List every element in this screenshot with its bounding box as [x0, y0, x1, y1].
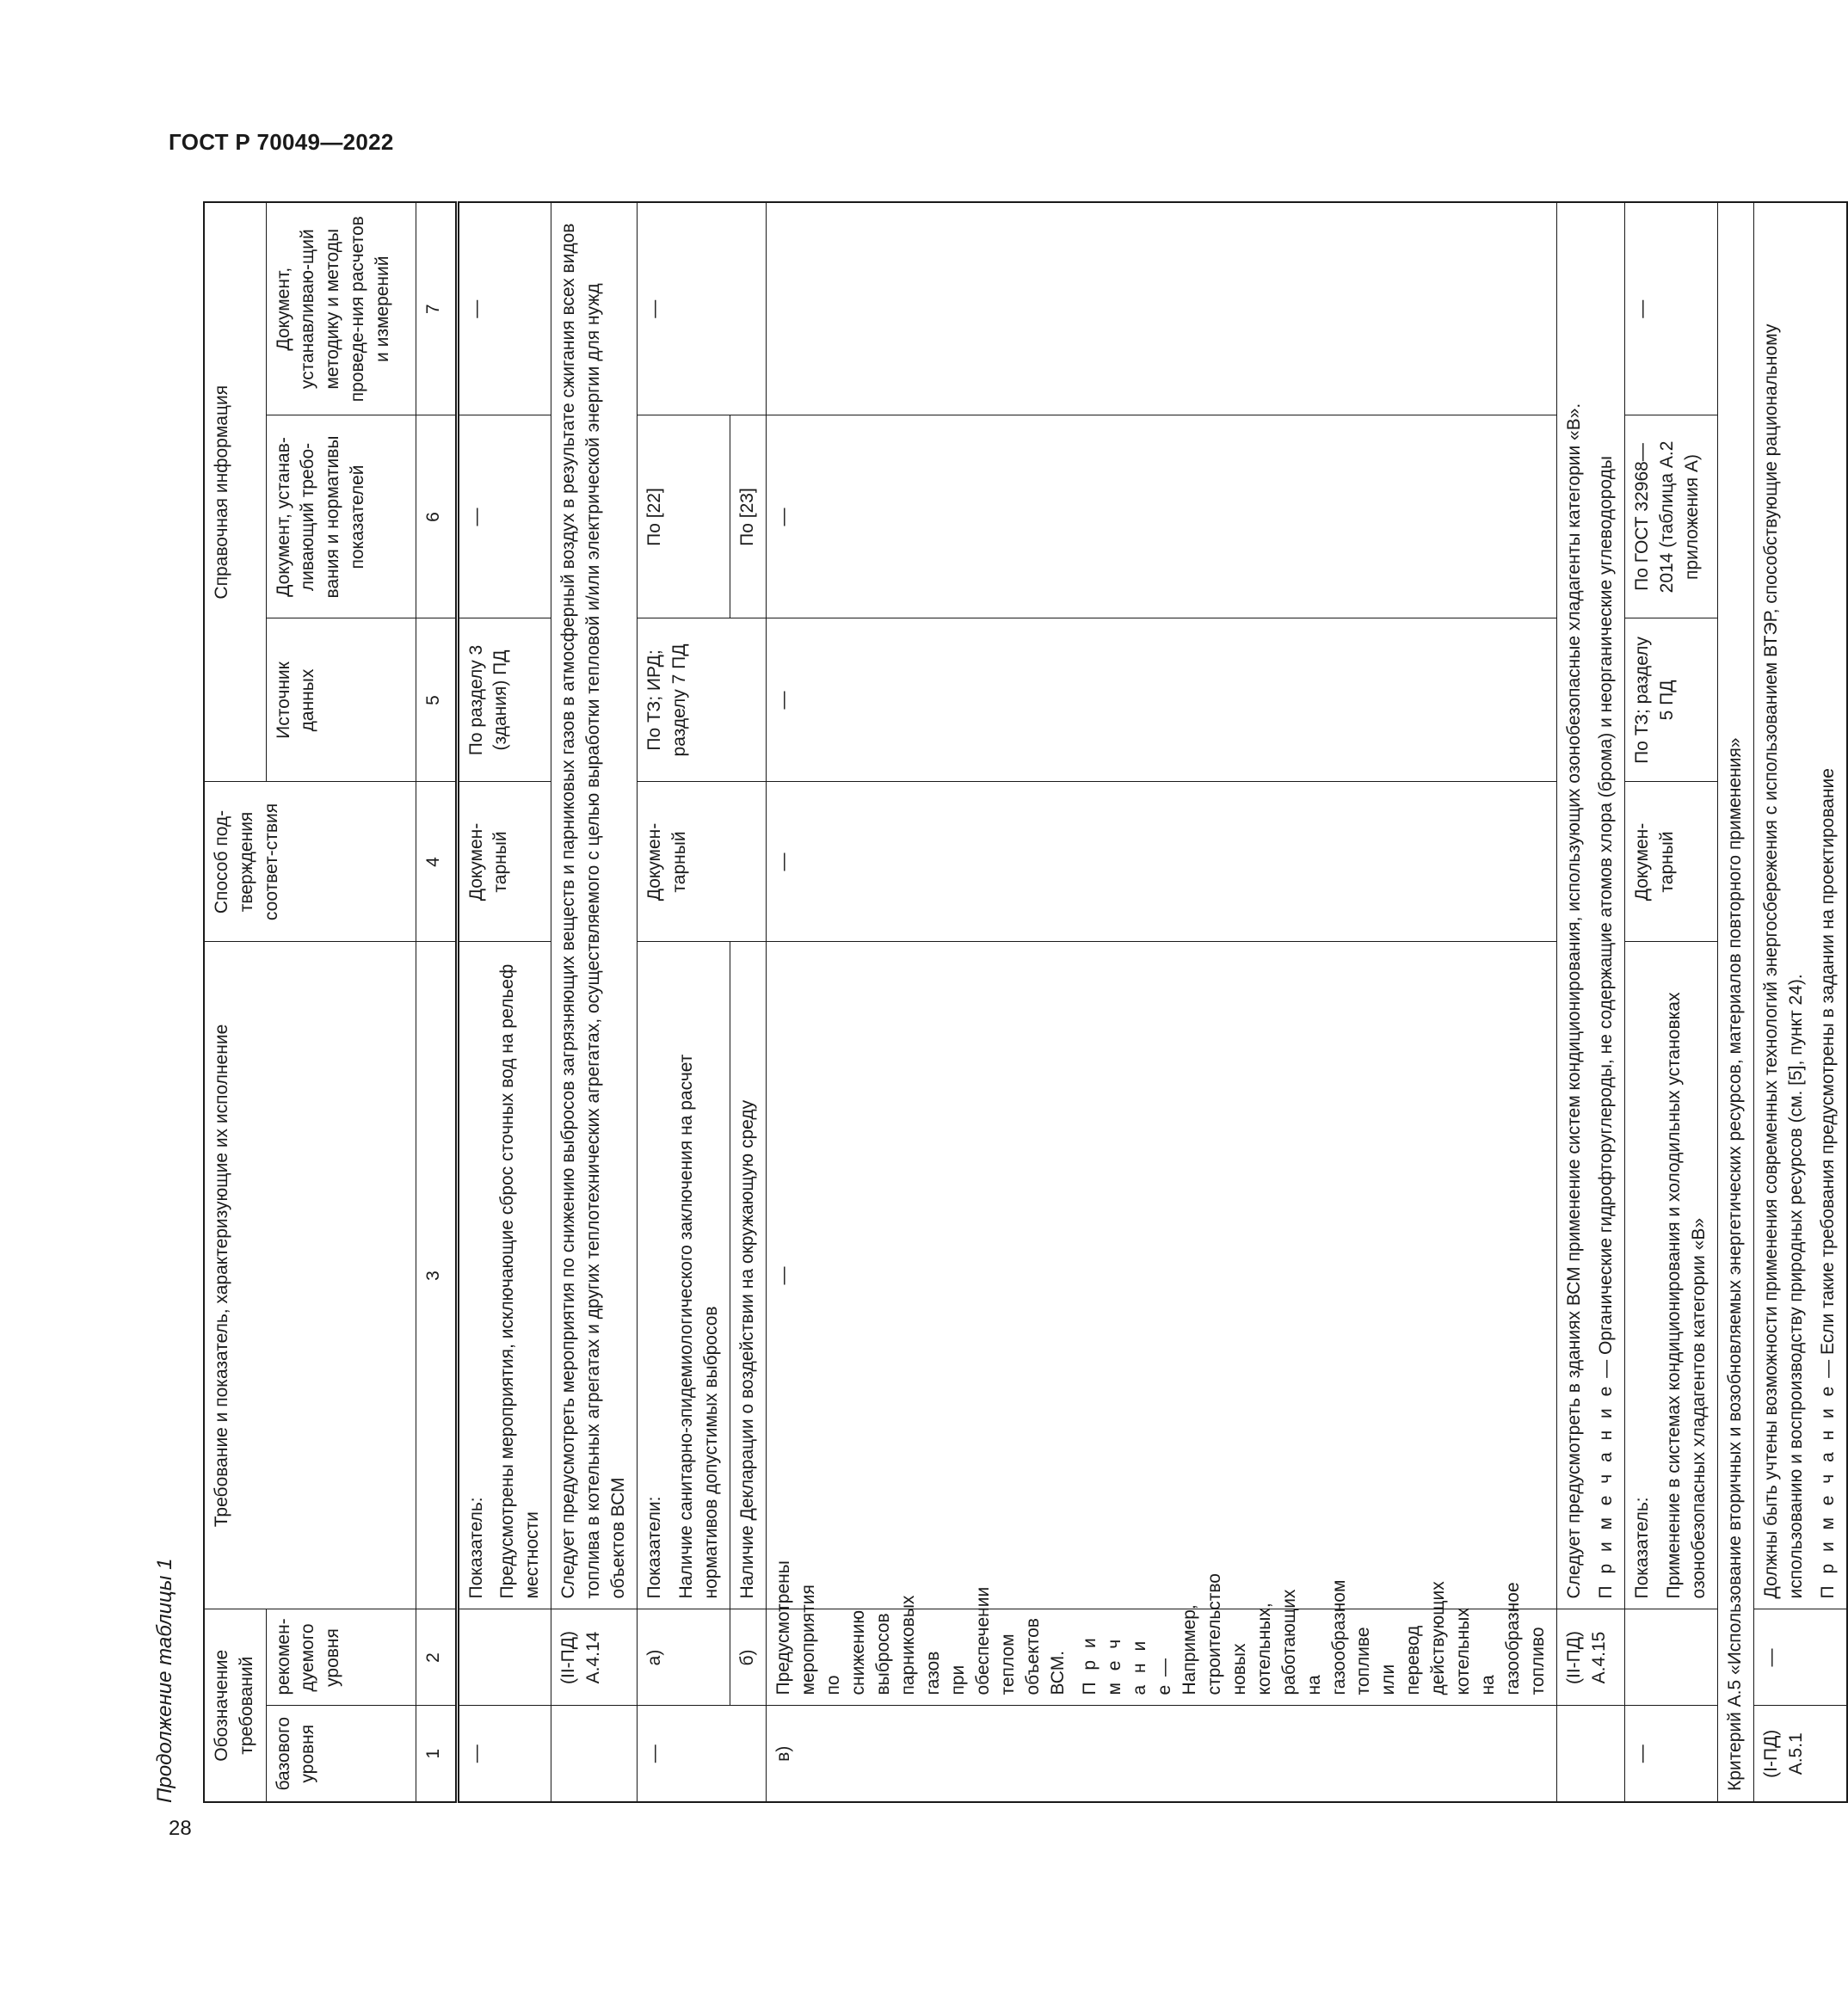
note-text: — Например, строительство новых котельных, работающих на газообразном топливе или перевод действующих котельных на газообразное топливо: [1154, 1573, 1549, 1695]
indicator-label: Показатель:: [465, 1497, 486, 1599]
data-source-cell: По разделу 3 (здания) ПД: [457, 618, 551, 782]
header-requirement: Требование и показатель, характеризующие их исполнение: [204, 942, 416, 1609]
indicator-text: Предусмотрены мероприятия, исключающие сброс сточных вод на рельеф местности: [497, 963, 543, 1599]
rotated-table-container: [153, 203, 1838, 1803]
base-level-cell: —: [638, 1706, 767, 1802]
header-designation: Обозначение требований: [204, 1609, 266, 1802]
note-label: П р и м е ч а н и е: [1079, 1634, 1174, 1695]
norm-document-cell: По ГОСТ 32968—2014 (таблица А.2 приложения А): [1625, 415, 1718, 618]
confirmation-cell: Докумен-тарный: [1625, 782, 1718, 942]
table-row-indicator-a: [638, 202, 730, 1802]
table-caption: Продолжение таблицы 1: [153, 1558, 176, 1803]
method-document-cell: —: [767, 415, 1557, 618]
column-number-row: [416, 202, 457, 1802]
table-row-a415: [1557, 202, 1625, 1802]
base-level-cell: —: [1625, 1706, 1718, 1802]
base-level-cell: [1557, 1706, 1625, 1802]
requirement-cell: [1557, 202, 1625, 1609]
base-level-cell: [551, 1706, 638, 1802]
data-source-cell: По ТЗ; ИРД; разделу 7 ПД: [638, 618, 767, 782]
header-confirmation: Способ под-тверждения соответ-ствия: [204, 782, 416, 942]
note-text: — Если такие требования предусмотрены в задании на проектирование: [1817, 768, 1838, 1378]
recommended-level-cell: [457, 1609, 551, 1706]
note: [1078, 1573, 1551, 1695]
requirement-text: Следует предусмотреть в зданиях ВСМ применение систем кондиционирования, использующих озонобезопасные хладагенты категории «В».: [1564, 403, 1585, 1599]
requirement-cell: [457, 942, 551, 1609]
table-area: [153, 203, 1838, 1803]
header-data-source: Источник данных: [266, 618, 416, 782]
table-row-refrigerant: [1625, 202, 1718, 1802]
recommended-level-cell: (II-ПД) А.4.14: [551, 1609, 638, 1706]
method-document-cell: —: [457, 202, 551, 415]
data-source-cell: По ТЗ; разделу 5 ПД: [1625, 618, 1718, 782]
indicator-label: Показатель:: [1632, 1497, 1653, 1599]
confirmation-cell: —: [767, 942, 1557, 1609]
header-base-level: базового уровня: [266, 1706, 416, 1802]
header-reference-info: Справочная информация: [204, 202, 266, 782]
table-row-a414: [551, 202, 638, 1802]
table-row-indicator-v: [767, 202, 1557, 1802]
requirement-cell: [767, 1560, 1557, 1706]
indicator-mark: в): [767, 1706, 1557, 1802]
requirement-cell: [638, 942, 730, 1609]
indicator-mark: б): [730, 1609, 767, 1706]
requirement-cell: [1754, 202, 1847, 1609]
column-number: 2: [416, 1609, 457, 1706]
header-method-document: Документ, устанавливаю-щий методику и методы проведе-ния расчетов и измерений: [266, 202, 416, 415]
header-recommended-level: рекомен-дуемого уровня: [266, 1609, 416, 1706]
method-document-cell: —: [1625, 202, 1718, 415]
note: [1816, 213, 1841, 1599]
norm-document-cell: По [22]: [638, 415, 730, 618]
norm-document-cell: По [23]: [730, 415, 767, 618]
note-text: — Органические гидрофторуглероды, не содержащие атомов хлора (брома) и неорганические углеводороды: [1596, 456, 1617, 1378]
criterion-title: Критерий А.5 «Использование вторичных и возобновляемых энергетических ресурсов, материалов повторного применения»: [1718, 202, 1754, 1802]
requirements-table: [203, 201, 1848, 1803]
header-row-1: [204, 202, 266, 1802]
table-row-wastewater: [457, 202, 551, 1802]
indicator-mark: а): [638, 1609, 730, 1706]
note: [1594, 213, 1619, 1599]
recommended-level-cell: —: [1754, 1609, 1847, 1706]
requirement-cell: [1625, 942, 1718, 1609]
column-number: 6: [416, 415, 457, 618]
column-number: 4: [416, 782, 457, 942]
recommended-level-cell: (II-ПД) А.4.15: [1557, 1609, 1625, 1706]
indicator-label: Показатели:: [644, 1496, 665, 1599]
data-source-cell: —: [767, 782, 1557, 942]
requirement-cell: Наличие Декларации о воздействии на окружающую среду: [730, 942, 767, 1609]
column-number: 3: [416, 942, 457, 1609]
header-norm-document: Документ, устанав-ливающий требо-вания и нормативы показателей: [266, 415, 416, 618]
indicator-text: Применение в системах кондиционирования и холодильных установках озонобезопасных хладагентов категории «В»: [1664, 992, 1709, 1599]
note-label: П р и м е ч а н и е: [1817, 1382, 1838, 1599]
method-document-cell: —: [638, 202, 767, 415]
document-code: ГОСТ Р 70049—2022: [169, 129, 394, 155]
table-row-indicator-b: [730, 202, 767, 1802]
recommended-level-cell: [1625, 1609, 1718, 1706]
requirement-text: Должны быть учтены возможности применения современных технологий энергосбережения с использованием ВТЭР, способствующие рациональному использованию и воспроизводству природных ресурсов (см. [5], пункт 24).: [1761, 323, 1806, 1599]
indicator-text: Предусмотрены мероприятия по снижению выбросов парниковых газов при обеспечении теплом объектов ВСМ.: [773, 1560, 1068, 1695]
column-number: 5: [416, 618, 457, 782]
base-level-cell: —: [457, 1706, 551, 1802]
norm-document-cell: —: [457, 415, 551, 618]
requirement-cell: Следует предусмотреть мероприятия по снижению выбросов загрязняющих веществ и парниковых газов в атмосферный воздух в результате сжигания всех видов топлива в котельных агрегатах и других теплотехнических агрегатах, осуществляемого с целью выработки тепловой и/или электрической энергии для нужд объектов ВСМ: [551, 202, 638, 1609]
column-number: 1: [416, 1706, 457, 1802]
column-number: 7: [416, 202, 457, 415]
confirmation-cell: Докумен-тарный: [457, 782, 551, 942]
base-level-cell: (I-ПД) А.5.1: [1754, 1706, 1847, 1802]
table-row-a51: [1754, 202, 1847, 1802]
note-label: П р и м е ч а н и е: [1596, 1382, 1617, 1599]
indicator-text: Наличие санитарно-эпидемиологического заключения на расчет нормативов допустимых выбросов: [676, 1054, 722, 1599]
table-row-criterion: [1718, 202, 1754, 1802]
page-number: 28: [169, 1817, 192, 1840]
confirmation-cell: Докумен-тарный: [638, 782, 767, 942]
norm-document-cell: —: [767, 618, 1557, 782]
